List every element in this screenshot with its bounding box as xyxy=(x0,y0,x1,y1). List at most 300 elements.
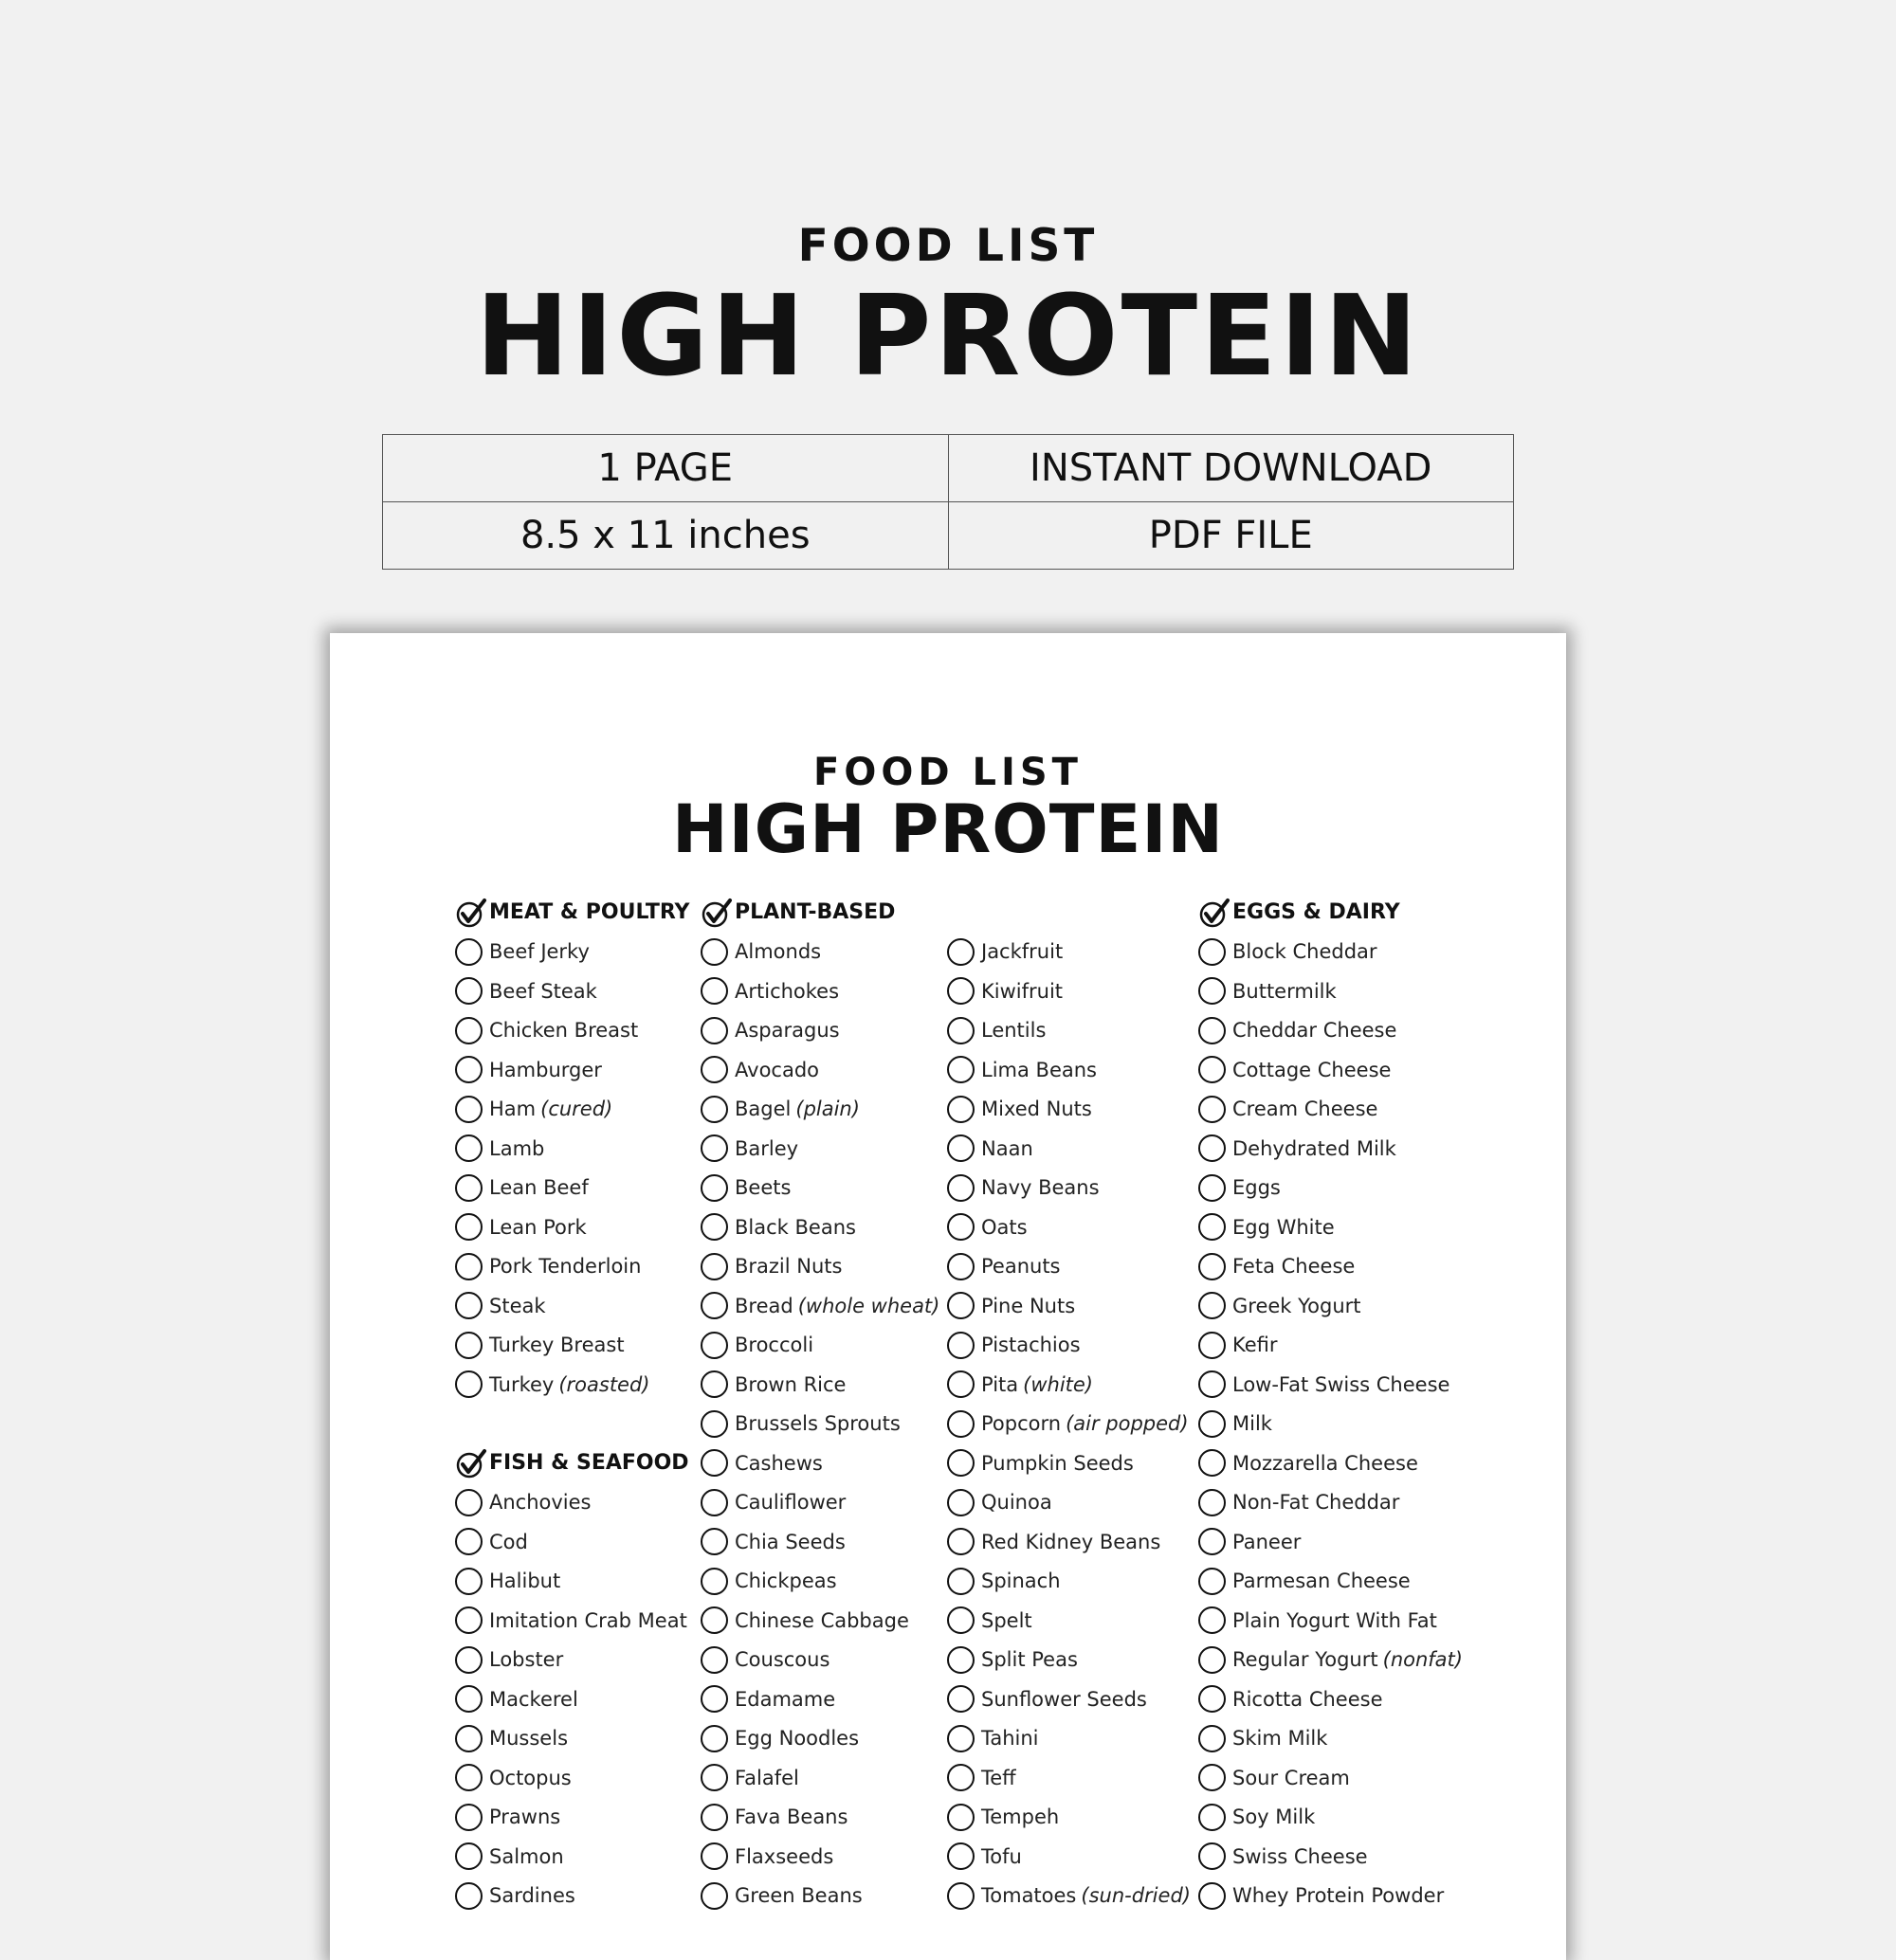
checkbox-circle[interactable] xyxy=(947,1056,975,1083)
food-name: Asparagus xyxy=(735,1019,840,1043)
food-name: Mackerel xyxy=(489,1687,578,1711)
food-list-item xyxy=(947,1719,1184,1759)
food-name: Feta Cheese xyxy=(1232,1255,1356,1279)
food-list-item xyxy=(1198,1011,1435,1051)
food-list-item xyxy=(947,1679,1184,1719)
food-name: Cauliflower xyxy=(735,1491,847,1515)
checkbox-circle[interactable] xyxy=(947,1842,975,1870)
checkbox-circle[interactable] xyxy=(701,938,728,966)
column-4 xyxy=(1198,893,1463,1915)
food-name: Ricotta Cheese xyxy=(1232,1687,1383,1711)
checkbox-circle[interactable] xyxy=(947,1568,975,1595)
checkmark-circle-icon xyxy=(1198,897,1231,929)
food-name: Beef Steak xyxy=(489,979,597,1003)
food-note: (sun-dried) xyxy=(1081,1884,1191,1908)
food-name: Lean Beef xyxy=(489,1176,589,1200)
food-list-item xyxy=(1198,1562,1435,1602)
food-list-item xyxy=(455,933,692,972)
food-name: Chinese Cabbage xyxy=(735,1608,909,1632)
food-list-item xyxy=(947,1365,1184,1405)
food-name: Egg White xyxy=(1232,1215,1335,1239)
checkbox-circle[interactable] xyxy=(701,1764,728,1791)
food-name: Beets xyxy=(735,1176,792,1200)
food-note: (whole wheat) xyxy=(797,1294,940,1317)
food-list-item xyxy=(947,1129,1184,1169)
food-name: Pork Tenderloin xyxy=(489,1255,642,1279)
food-name: Chia Seeds xyxy=(735,1530,846,1553)
food-list-item xyxy=(701,1443,938,1483)
checkbox-circle[interactable] xyxy=(947,1174,975,1202)
food-name: Popcorn xyxy=(981,1412,1062,1436)
food-name: Bread xyxy=(735,1294,793,1317)
section-heading xyxy=(1198,893,1435,933)
food-list-item xyxy=(701,1877,938,1916)
food-name: Greek Yogurt xyxy=(1232,1294,1361,1317)
food-name: Plain Yogurt With Fat xyxy=(1232,1608,1437,1632)
food-name: Lamb xyxy=(489,1136,545,1160)
checkbox-circle[interactable] xyxy=(701,977,728,1005)
food-name: Paneer xyxy=(1232,1530,1302,1553)
food-note: (nonfat) xyxy=(1382,1648,1463,1672)
food-name: Barley xyxy=(735,1136,799,1160)
checkbox-circle[interactable] xyxy=(947,1213,975,1241)
food-name: Kefir xyxy=(1232,1334,1278,1357)
checkbox-circle[interactable] xyxy=(701,1568,728,1595)
checkbox-circle[interactable] xyxy=(947,1332,975,1359)
food-name: Brazil Nuts xyxy=(735,1255,843,1279)
column-2 xyxy=(701,893,938,1915)
food-list-item xyxy=(701,1837,938,1877)
checkbox-circle[interactable] xyxy=(1198,1489,1226,1516)
info-row xyxy=(383,502,1514,570)
food-name: Tomatoes xyxy=(981,1884,1077,1908)
food-name: Pita xyxy=(981,1372,1019,1396)
food-list-item xyxy=(701,1011,938,1051)
checkbox-circle[interactable] xyxy=(701,1804,728,1831)
food-list-item xyxy=(1198,1719,1435,1759)
food-list-item xyxy=(1198,1837,1435,1877)
food-name: Split Peas xyxy=(981,1648,1078,1672)
food-list-item xyxy=(455,971,692,1011)
checkbox-circle[interactable] xyxy=(1198,1056,1226,1083)
food-note: (white) xyxy=(1023,1372,1093,1396)
food-name: Broccoli xyxy=(735,1334,814,1357)
checkbox-circle[interactable] xyxy=(947,1804,975,1831)
section-heading-label: PLANT-BASED xyxy=(735,900,896,925)
checkbox-circle[interactable] xyxy=(455,1213,483,1241)
checkbox-circle[interactable] xyxy=(701,1096,728,1123)
checkbox-circle[interactable] xyxy=(455,1017,483,1044)
food-list-item xyxy=(701,1090,938,1130)
delivery-cell: INSTANT DOWNLOAD xyxy=(948,435,1514,502)
food-name: Hamburger xyxy=(489,1058,602,1081)
food-name: Fava Beans xyxy=(735,1806,848,1829)
food-list-item xyxy=(701,1483,938,1523)
food-list-item xyxy=(1198,1483,1435,1523)
food-name: Salmon xyxy=(489,1844,564,1868)
food-list-item xyxy=(701,971,938,1011)
checkbox-circle[interactable] xyxy=(947,1606,975,1634)
checkbox-circle[interactable] xyxy=(455,1568,483,1595)
checkbox-circle[interactable] xyxy=(701,1292,728,1319)
food-list-item xyxy=(1198,933,1435,972)
food-name: Cheddar Cheese xyxy=(1232,1019,1397,1043)
food-list-item xyxy=(701,1601,938,1641)
checkbox-circle[interactable] xyxy=(1198,1410,1226,1438)
checkbox-circle[interactable] xyxy=(701,1528,728,1555)
paper-size-cell: 8.5 x 11 inches xyxy=(383,502,949,570)
food-list-item xyxy=(1198,1641,1463,1680)
checkbox-circle[interactable] xyxy=(947,1449,975,1477)
food-list-item xyxy=(1198,1247,1435,1287)
checkbox-circle[interactable] xyxy=(1198,938,1226,966)
checkbox-circle[interactable] xyxy=(455,1528,483,1555)
food-list-item xyxy=(455,1798,692,1838)
sheet-title: HIGH PROTEIN xyxy=(672,790,1224,868)
food-list-item xyxy=(1198,971,1435,1011)
checkbox-circle[interactable] xyxy=(947,1410,975,1438)
checkbox-circle[interactable] xyxy=(701,1606,728,1634)
food-name: Bagel xyxy=(735,1098,792,1121)
section-heading xyxy=(455,1443,692,1483)
checkbox-circle[interactable] xyxy=(455,1842,483,1870)
food-list-item xyxy=(1198,1679,1435,1719)
food-list-item xyxy=(455,1050,692,1090)
section-heading-label: MEAT & POULTRY xyxy=(489,900,690,925)
checkbox-circle[interactable] xyxy=(701,1489,728,1516)
checkbox-circle[interactable] xyxy=(1198,1017,1226,1044)
food-list-item xyxy=(455,1562,692,1602)
checkbox-circle[interactable] xyxy=(455,1174,483,1202)
food-name: Skim Milk xyxy=(1232,1727,1328,1751)
checkbox-circle[interactable] xyxy=(1198,1332,1226,1359)
food-name: Tofu xyxy=(981,1844,1022,1868)
food-name: Red Kidney Beans xyxy=(981,1530,1161,1553)
food-list-item xyxy=(455,1679,692,1719)
checkbox-circle[interactable] xyxy=(1198,1528,1226,1555)
food-list-item xyxy=(701,1798,938,1838)
food-name: Lean Pork xyxy=(489,1215,587,1239)
food-name: Lentils xyxy=(981,1019,1047,1043)
food-list-item xyxy=(455,1247,692,1287)
checkbox-circle[interactable] xyxy=(701,1370,728,1398)
food-name: Prawns xyxy=(489,1806,561,1829)
food-list-item xyxy=(1198,1365,1450,1405)
checkbox-circle[interactable] xyxy=(701,1056,728,1083)
food-list-item xyxy=(947,971,1184,1011)
food-name: Oats xyxy=(981,1215,1028,1239)
checkmark-circle-icon xyxy=(455,897,487,929)
food-list-item xyxy=(701,1207,938,1247)
food-name: Sunflower Seeds xyxy=(981,1687,1147,1711)
checkbox-circle[interactable] xyxy=(455,977,483,1005)
checkbox-circle[interactable] xyxy=(455,1606,483,1634)
checkbox-circle[interactable] xyxy=(701,1685,728,1713)
checkbox-circle[interactable] xyxy=(1198,1449,1226,1477)
checkbox-circle[interactable] xyxy=(455,1764,483,1791)
checkbox-circle[interactable] xyxy=(1198,1842,1226,1870)
food-name: Pine Nuts xyxy=(981,1294,1076,1317)
food-list-item xyxy=(455,1758,692,1798)
food-list-item xyxy=(947,933,1184,972)
checkbox-circle[interactable] xyxy=(701,1253,728,1280)
food-list-item xyxy=(1198,1758,1435,1798)
food-name: Milk xyxy=(1232,1412,1272,1436)
food-name: Avocado xyxy=(735,1058,820,1081)
checkmark-circle-icon xyxy=(701,897,733,929)
checkbox-circle[interactable] xyxy=(455,1056,483,1083)
checkbox-circle[interactable] xyxy=(701,1410,728,1438)
food-list-item xyxy=(1198,1129,1435,1169)
food-list-item xyxy=(455,1641,692,1680)
food-list-item xyxy=(455,1090,692,1130)
food-list-item xyxy=(947,1562,1184,1602)
food-name: Cottage Cheese xyxy=(1232,1058,1392,1081)
food-list-item xyxy=(455,1522,692,1562)
food-list-item xyxy=(947,1247,1184,1287)
checkbox-circle[interactable] xyxy=(455,938,483,966)
food-list-item xyxy=(1198,1169,1435,1208)
food-list-item xyxy=(701,1286,938,1326)
food-list-item xyxy=(701,1522,938,1562)
checkbox-circle[interactable] xyxy=(1198,1253,1226,1280)
food-name: Whey Protein Powder xyxy=(1232,1884,1445,1908)
food-list-item xyxy=(947,1877,1191,1916)
section-heading xyxy=(701,893,938,933)
checkbox-circle[interactable] xyxy=(1198,1646,1226,1674)
food-list-item xyxy=(947,1443,1184,1483)
food-name: Jackfruit xyxy=(981,940,1064,964)
checkbox-circle[interactable] xyxy=(1198,1213,1226,1241)
checkbox-circle[interactable] xyxy=(701,1725,728,1752)
checkbox-circle[interactable] xyxy=(947,1017,975,1044)
food-list-item xyxy=(701,1050,938,1090)
food-list-item xyxy=(947,1090,1184,1130)
checkbox-circle[interactable] xyxy=(1198,1606,1226,1634)
food-name: Black Beans xyxy=(735,1215,856,1239)
food-name: Brussels Sprouts xyxy=(735,1412,901,1436)
checkbox-circle[interactable] xyxy=(947,1370,975,1398)
checkbox-circle[interactable] xyxy=(947,1253,975,1280)
food-list-item xyxy=(455,1129,692,1169)
food-list-item xyxy=(947,1011,1184,1051)
checkbox-circle[interactable] xyxy=(1198,1370,1226,1398)
checkbox-circle[interactable] xyxy=(455,1646,483,1674)
food-name: Beef Jerky xyxy=(489,940,590,964)
food-name: Almonds xyxy=(735,940,822,964)
checkbox-circle[interactable] xyxy=(1198,1174,1226,1202)
checkbox-circle[interactable] xyxy=(947,1764,975,1791)
food-name: Chickpeas xyxy=(735,1570,837,1593)
food-list-item xyxy=(701,1405,938,1444)
food-name: Sour Cream xyxy=(1232,1766,1350,1789)
checkbox-circle[interactable] xyxy=(701,1017,728,1044)
checkbox-circle[interactable] xyxy=(455,1725,483,1752)
checkbox-circle[interactable] xyxy=(455,1804,483,1831)
food-list-item xyxy=(1198,1601,1435,1641)
food-name: Quinoa xyxy=(981,1491,1052,1515)
food-name: Sardines xyxy=(489,1884,575,1908)
checkbox-circle[interactable] xyxy=(1198,1725,1226,1752)
checkbox-circle[interactable] xyxy=(1198,1134,1226,1162)
checkbox-circle[interactable] xyxy=(455,1096,483,1123)
food-name: Low-Fat Swiss Cheese xyxy=(1232,1372,1450,1396)
checkbox-circle[interactable] xyxy=(455,1332,483,1359)
food-list-item xyxy=(1198,1405,1435,1444)
food-name: Navy Beans xyxy=(981,1176,1100,1200)
checkbox-circle[interactable] xyxy=(1198,1882,1226,1910)
food-name: Eggs xyxy=(1232,1176,1281,1200)
food-name: Falafel xyxy=(735,1766,799,1789)
checkbox-circle[interactable] xyxy=(947,1646,975,1674)
food-name: Chicken Breast xyxy=(489,1019,639,1043)
checkbox-circle[interactable] xyxy=(947,1292,975,1319)
food-list-item xyxy=(1198,1286,1435,1326)
section-gap xyxy=(455,1405,692,1444)
column-3 xyxy=(947,893,1191,1915)
food-name: Turkey Breast xyxy=(489,1334,625,1357)
checkbox-circle[interactable] xyxy=(701,1882,728,1910)
food-list-item xyxy=(701,1679,938,1719)
checkbox-circle[interactable] xyxy=(701,1646,728,1674)
food-name: Naan xyxy=(981,1136,1033,1160)
checkbox-circle[interactable] xyxy=(947,1134,975,1162)
food-name: Teff xyxy=(981,1766,1016,1789)
food-list-item xyxy=(701,1247,938,1287)
checkbox-circle[interactable] xyxy=(455,1370,483,1398)
checkbox-circle[interactable] xyxy=(1198,977,1226,1005)
checkbox-circle[interactable] xyxy=(1198,1804,1226,1831)
food-name: Peanuts xyxy=(981,1255,1061,1279)
food-name: Ham xyxy=(489,1098,537,1121)
food-name: Mozzarella Cheese xyxy=(1232,1451,1418,1475)
section-heading xyxy=(455,893,692,933)
food-name: Anchovies xyxy=(489,1491,592,1515)
food-list-item xyxy=(947,1798,1184,1838)
food-list-item xyxy=(455,1286,692,1326)
product-info-table xyxy=(382,434,1514,570)
food-list-item xyxy=(1198,1050,1435,1090)
food-list-item xyxy=(947,1207,1184,1247)
checkbox-circle[interactable] xyxy=(455,1685,483,1713)
food-list-item xyxy=(1198,1090,1435,1130)
section-heading-label: FISH & SEAFOOD xyxy=(489,1451,689,1476)
checkmark-circle-icon xyxy=(455,1447,487,1479)
checkbox-circle[interactable] xyxy=(455,1292,483,1319)
food-list-item xyxy=(947,1758,1184,1798)
food-name: Parmesan Cheese xyxy=(1232,1570,1411,1593)
column-1 xyxy=(455,893,692,1915)
checkbox-circle[interactable] xyxy=(455,1882,483,1910)
food-list-item xyxy=(947,1641,1184,1680)
food-name: Brown Rice xyxy=(735,1372,847,1396)
food-name: Edamame xyxy=(735,1687,836,1711)
food-list-item xyxy=(701,933,938,972)
food-name: Octopus xyxy=(489,1766,572,1789)
checkbox-circle[interactable] xyxy=(947,977,975,1005)
food-name: Green Beans xyxy=(735,1884,863,1908)
food-list-item xyxy=(455,1483,692,1523)
food-list-item xyxy=(455,1326,692,1366)
food-name: Cream Cheese xyxy=(1232,1098,1378,1121)
food-list-item xyxy=(455,1207,692,1247)
food-list-item xyxy=(701,1562,938,1602)
food-name: Buttermilk xyxy=(1232,979,1337,1003)
checkbox-circle[interactable] xyxy=(455,1134,483,1162)
food-note: (roasted) xyxy=(558,1372,650,1396)
checkbox-circle[interactable] xyxy=(455,1253,483,1280)
checkbox-circle[interactable] xyxy=(455,1489,483,1516)
food-note: (air popped) xyxy=(1066,1412,1189,1436)
food-list-item xyxy=(1198,1326,1435,1366)
page-count-cell: 1 PAGE xyxy=(383,435,949,502)
checkbox-circle[interactable] xyxy=(1198,1764,1226,1791)
food-name: Regular Yogurt xyxy=(1232,1648,1378,1672)
food-name: Cod xyxy=(489,1530,528,1553)
file-format-cell: PDF FILE xyxy=(948,502,1514,570)
checkbox-circle[interactable] xyxy=(701,1174,728,1202)
checkbox-circle[interactable] xyxy=(947,938,975,966)
food-list-item xyxy=(455,1011,692,1051)
food-name: Steak xyxy=(489,1294,546,1317)
checkbox-circle[interactable] xyxy=(1198,1292,1226,1319)
food-list-item xyxy=(947,1483,1184,1523)
food-name: Kiwifruit xyxy=(981,979,1064,1003)
food-note: (cured) xyxy=(540,1098,613,1121)
checkbox-circle[interactable] xyxy=(701,1449,728,1477)
food-list-item xyxy=(1198,1877,1445,1916)
food-list-item xyxy=(455,1719,692,1759)
food-list-item xyxy=(701,1641,938,1680)
food-name: Block Cheddar xyxy=(1232,940,1377,964)
food-name: Lobster xyxy=(489,1648,564,1672)
checkbox-circle[interactable] xyxy=(1198,1096,1226,1123)
checkbox-circle[interactable] xyxy=(947,1096,975,1123)
checkbox-circle[interactable] xyxy=(947,1489,975,1516)
checkbox-circle[interactable] xyxy=(1198,1685,1226,1713)
checkbox-circle[interactable] xyxy=(947,1528,975,1555)
food-name: Egg Noodles xyxy=(735,1727,860,1751)
food-list-item xyxy=(947,1169,1184,1208)
checkbox-circle[interactable] xyxy=(701,1332,728,1359)
food-name: Flaxseeds xyxy=(735,1844,834,1868)
food-list-item xyxy=(455,1365,692,1405)
checkbox-circle[interactable] xyxy=(701,1213,728,1241)
food-list-item xyxy=(701,1365,938,1405)
food-list-item xyxy=(701,1758,938,1798)
checkbox-circle[interactable] xyxy=(947,1685,975,1713)
food-note: (plain) xyxy=(795,1098,860,1121)
food-name: Halibut xyxy=(489,1570,561,1593)
checkbox-circle[interactable] xyxy=(947,1882,975,1910)
food-name: Lima Beans xyxy=(981,1058,1097,1081)
food-list-item xyxy=(947,1601,1184,1641)
food-list-item xyxy=(947,1405,1189,1444)
food-list-item xyxy=(947,1286,1184,1326)
checkbox-circle[interactable] xyxy=(947,1725,975,1752)
food-list-item xyxy=(455,1169,692,1208)
sheet-subtitle: FOOD LIST xyxy=(813,751,1083,794)
food-name: Tahini xyxy=(981,1727,1039,1751)
checkbox-circle[interactable] xyxy=(1198,1568,1226,1595)
food-list-item xyxy=(701,1169,938,1208)
food-list-item xyxy=(455,1601,692,1641)
checkbox-circle[interactable] xyxy=(701,1842,728,1870)
checkbox-circle[interactable] xyxy=(701,1134,728,1162)
food-name: Dehydrated Milk xyxy=(1232,1136,1396,1160)
page-title: HIGH PROTEIN xyxy=(475,270,1421,401)
food-name: Pistachios xyxy=(981,1334,1081,1357)
